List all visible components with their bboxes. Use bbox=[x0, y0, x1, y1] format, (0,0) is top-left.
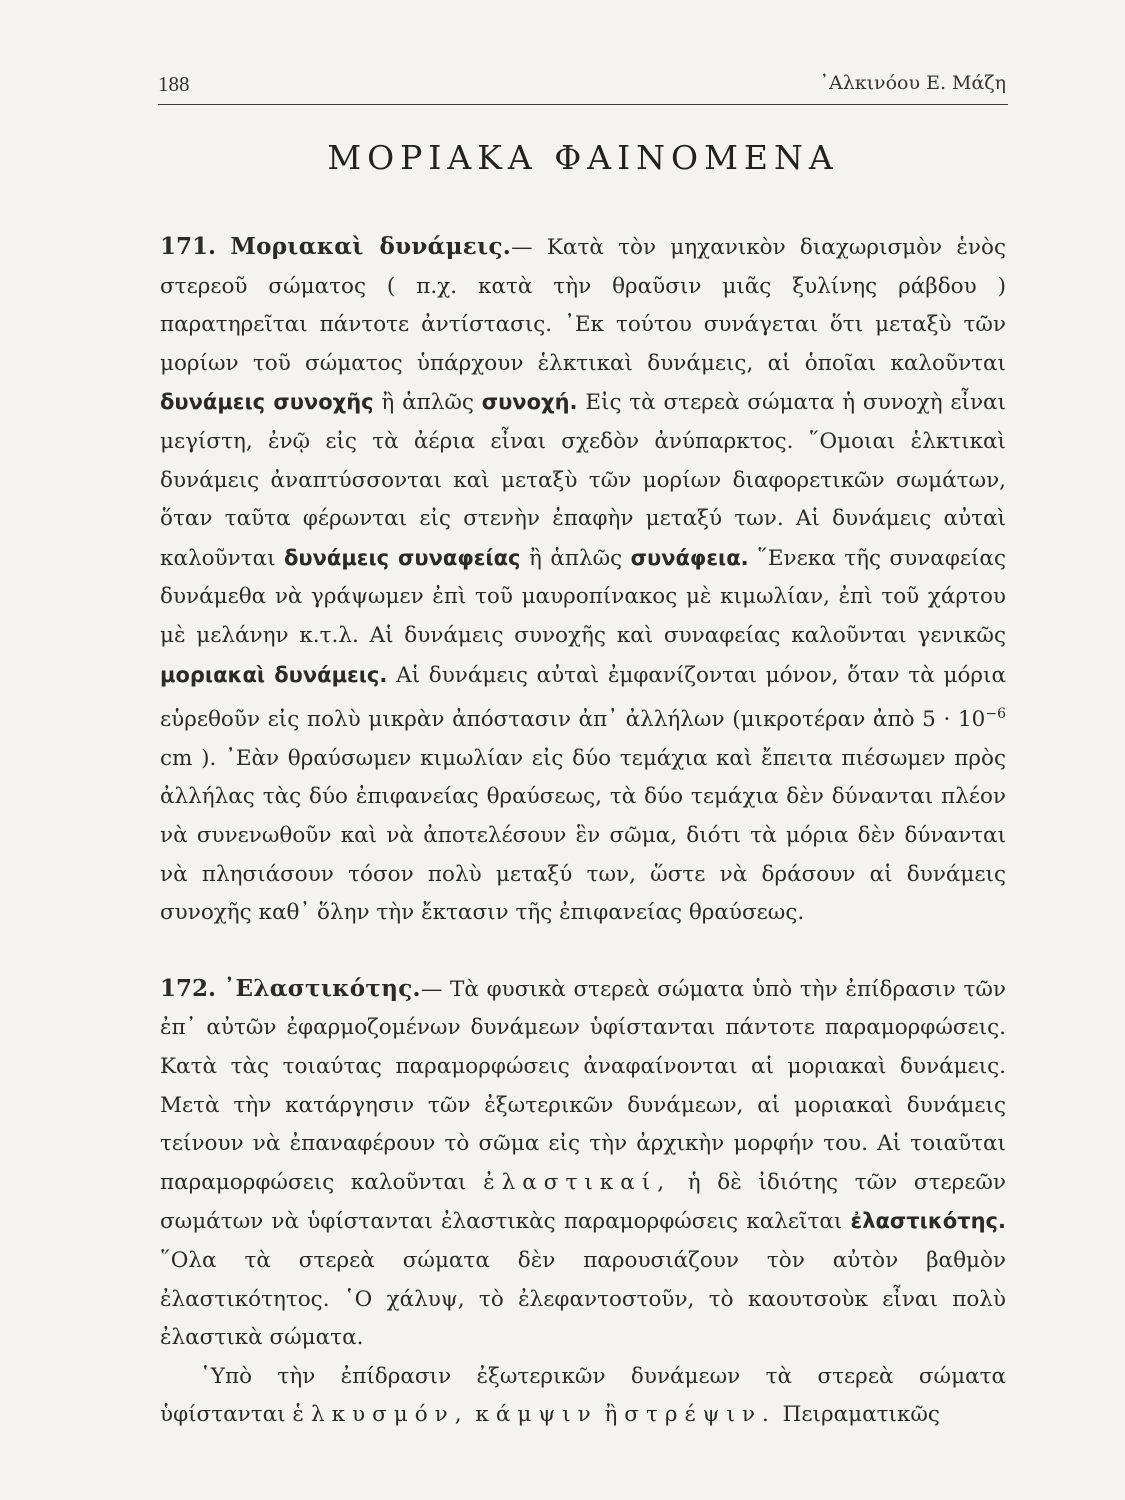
bold-term: ἐλαστικότης. bbox=[850, 1209, 1006, 1234]
section-title: Μοριακαὶ δυνάμεις. bbox=[230, 233, 512, 260]
section-dash: — bbox=[420, 976, 451, 1002]
paragraph-text: Πειραματικῶς bbox=[775, 1402, 940, 1428]
chapter-title: ΜΟΡΙΑΚΑ ΦΑΙΝΟΜΕΝΑ bbox=[327, 138, 839, 177]
spaced-term: στρέψιν. bbox=[624, 1402, 776, 1428]
paragraph-text: ἢ bbox=[597, 1402, 625, 1428]
page-number: 188 bbox=[158, 72, 190, 96]
paragraph-text: ῞Ολα τὰ στερεὰ σώματα δὲν παρουσιάζουν τὸν αὐτὸν βαθμὸν ἐλαστικότητος. ῾Ο χάλυψ, τὸ ἐλεφαντοστοῦν, τὸ καουτσοὺκ εἶναι πολὺ ἐλαστικὰ σώματα. bbox=[160, 1248, 1006, 1351]
section-number: 172. bbox=[160, 974, 217, 1002]
section-171-paragraph bbox=[160, 228, 1006, 933]
paragraph-text: cm ). ᾿Εὰν θραύσωμεν κιμωλίαν εἰς δύο τεμάχια καὶ ἔπειτα πιέσωμεν πρὸς ἀλλήλας τὰς δύο ἐπιφανείας θραύσεως, τὰ δύο τεμάχια δὲν δύνανται πλέον νὰ συνενωθοῦν καὶ νὰ ἀποτελέσουν ἓν σῶμα, διότι τὰ μόρια δὲν δύνανται νὰ πλησιάσουν τόσον πολὺ μεταξύ των, ὥστε νὰ δράσουν αἱ δυνάμεις συνοχῆς καθ᾿ ὅλην τὴν ἔκτασιν τῆς ἐπιφανείας θραύσεως. bbox=[160, 745, 1006, 926]
paragraph-text: ἡ δὲ ἰδιότης τῶν στερεῶν σωμάτων νὰ ὑφίστανται ἐλαστικὰς παραμορφώσεις καλεῖται bbox=[160, 1169, 1006, 1235]
section-number: 171. bbox=[160, 233, 217, 260]
bold-term: δυνάμεις συναφείας bbox=[283, 545, 521, 570]
section-172-paragraph bbox=[160, 970, 1006, 1358]
paragraph-text: Αἱ δυνάμεις αὐταὶ ἐμφανίζονται μόνον, ὅταν τὰ μόρια εὑρεθοῦν εἰς πολὺ μικρὰν ἀπόστασιν ἀπ᾿ ἀλλήλων (μικροτέραν ἀπὸ 5 · 10 bbox=[160, 662, 1006, 733]
paragraph-text: ἢ ἁπλῶς bbox=[373, 390, 482, 416]
bold-term: μοριακαὶ δυνάμεις. bbox=[160, 662, 388, 687]
exponent: −6 bbox=[985, 706, 1006, 723]
paragraph-text: ἢ ἁπλῶς bbox=[520, 545, 631, 571]
running-head bbox=[158, 72, 1006, 102]
spaced-term: ἑλκυσμόν, bbox=[292, 1402, 469, 1428]
bold-term: συνοχή. bbox=[481, 390, 578, 415]
header-rule bbox=[158, 104, 1008, 105]
paragraph-text: ῞Ενεκα τῆς συναφείας δυνάμεθα νὰ γράψωμεν ἐπὶ τοῦ μαυροπίνακος μὲ κιμωλίαν, ἐπὶ τοῦ χάρτου μὲ μελάνην κ.τ.λ. Αἱ δυνάμεις συνοχῆς καὶ συναφείας καλοῦνται γενικῶς bbox=[160, 545, 1006, 648]
paragraph-3 bbox=[160, 1358, 1006, 1435]
section-title: ᾿Ελαστικότης. bbox=[223, 974, 421, 1002]
spaced-term: ἐλαστικαί, bbox=[483, 1169, 672, 1195]
body-text bbox=[160, 228, 1006, 1435]
bold-term: συνάφεια. bbox=[630, 545, 749, 570]
bold-term: δυνάμεις συνοχῆς bbox=[160, 390, 374, 415]
spaced-term: κάμψιν bbox=[475, 1402, 598, 1428]
paragraph-text: Εἰς τὰ στερεὰ σώματα ἡ συνοχὴ εἶναι μεγίστη, ἐνῷ εἰς τὰ ἀέρια εἶναι σχεδὸν ἀνύπαρκτος. ῞Ομοιαι ἑλκτικαὶ δυνάμεις ἀναπτύσσονται καὶ μεταξὺ τῶν μορίων διαφορετικῶν σωμάτων, ὅταν ταῦτα φέρωνται εἰς στενὴν ἐπαφὴν μεταξύ των. Αἱ δυνάμεις αὐταὶ καλοῦνται bbox=[160, 390, 1006, 571]
running-head-author: ᾿Αλκινόου Ε. Μάζη bbox=[819, 72, 1006, 94]
section-dash: — bbox=[511, 235, 547, 260]
paragraph-text: Τὰ φυσικὰ στερεὰ σώματα ὑπὸ τὴν ἐπίδρασιν τῶν ἐπ᾿ αὐτῶν ἐφαρμοζομένων δυνάμεων ὑφίστανται πάντοτε παραμορφώσεις. Κατὰ τὰς τοιαύτας παραμορφώσεις ἀναφαίνονται αἱ μοριακαὶ δυνάμεις. Μετὰ τὴν κατάργησιν τῶν ἐξωτερικῶν δυνάμεων, αἱ μοριακαὶ δυνάμεις τείνουν νὰ ἐπαναφέρουν τὸ σῶμα εἰς τὴν ἀρχικὴν μορφήν του. Αἱ τοιαῦται παραμορφώσεις καλοῦνται bbox=[160, 976, 1006, 1195]
paragraph-text: Κατὰ τὸν μηχανικὸν διαχωρισμὸν ἑνὸς στερεοῦ σώματος ( π.χ. κατὰ τὴν θραῦσιν μιᾶς ξυλίνης ράβδου ) παρατηρεῖται πάντοτε ἀντίστασις. ᾿Εκ τούτου συνάγεται ὅτι μεταξὺ τῶν μορίων τοῦ σώματος ὑπάρχουν ἑλκτικαὶ δυνάμεις, αἱ ὁποῖαι καλοῦνται bbox=[160, 235, 1006, 376]
paragraph-text: ῾Υπὸ τὴν ἐπίδρασιν ἐξωτερικῶν δυνάμεων τὰ στερεὰ σώματα ὑφίστανται bbox=[160, 1363, 1006, 1428]
